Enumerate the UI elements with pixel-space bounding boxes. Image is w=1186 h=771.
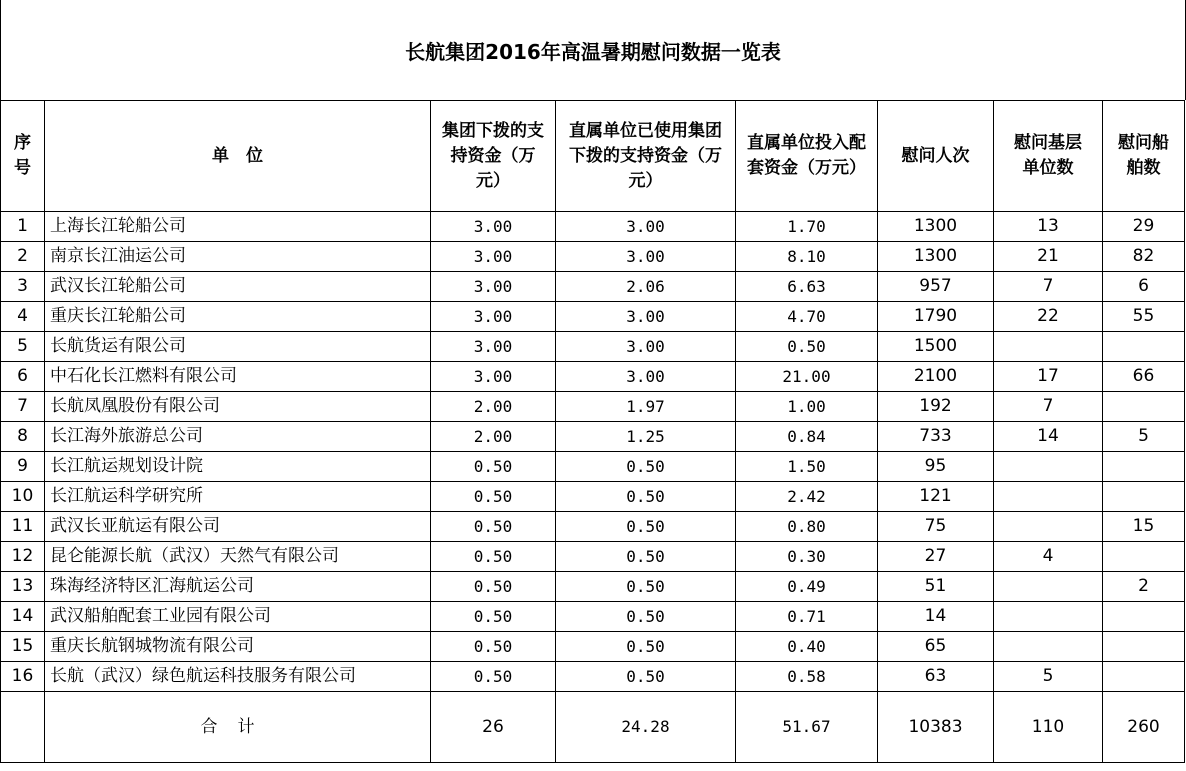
table-row [1,602,1185,632]
row-used-fund: 3.00 [556,302,736,332]
row-group-fund: 0.50 [431,632,556,662]
row-visits: 51 [878,572,994,602]
row-seq: 8 [1,422,45,452]
header-group-fund: 集团下拨的支持资金（万元） [431,101,556,212]
row-seq: 13 [1,572,45,602]
row-used-fund: 3.00 [556,212,736,242]
row-grassroots [994,632,1103,662]
row-matching-fund: 4.70 [736,302,878,332]
row-ships [1103,542,1185,572]
row-grassroots: 4 [994,542,1103,572]
row-grassroots: 5 [994,662,1103,692]
table-row [1,662,1185,692]
row-ships [1103,482,1185,512]
header-row [1,101,1185,212]
row-unit: 昆仑能源长航（武汉）天然气有限公司 [45,542,431,572]
table-row [1,632,1185,662]
row-grassroots: 14 [994,422,1103,452]
row-used-fund: 0.50 [556,632,736,662]
row-matching-fund: 0.40 [736,632,878,662]
row-seq: 16 [1,662,45,692]
row-matching-fund: 0.49 [736,572,878,602]
row-seq: 10 [1,482,45,512]
row-seq: 5 [1,332,45,362]
table-row [1,302,1185,332]
row-matching-fund: 0.84 [736,422,878,452]
row-grassroots: 21 [994,242,1103,272]
row-ships: 5 [1103,422,1185,452]
row-seq: 9 [1,452,45,482]
row-used-fund: 1.25 [556,422,736,452]
row-matching-fund: 1.00 [736,392,878,422]
row-unit: 上海长江轮船公司 [45,212,431,242]
row-unit: 重庆长航钢城物流有限公司 [45,632,431,662]
row-matching-fund: 1.70 [736,212,878,242]
row-group-fund: 3.00 [431,242,556,272]
table-row [1,392,1185,422]
row-grassroots: 22 [994,302,1103,332]
row-visits: 1300 [878,212,994,242]
row-group-fund: 3.00 [431,272,556,302]
row-matching-fund: 2.42 [736,482,878,512]
row-unit: 长航凤凰股份有限公司 [45,392,431,422]
table-row [1,332,1185,362]
row-matching-fund: 1.50 [736,452,878,482]
row-grassroots: 17 [994,362,1103,392]
table-row [1,572,1185,602]
table-row [1,272,1185,302]
table-row [1,212,1185,242]
row-used-fund: 0.50 [556,662,736,692]
header-grassroots: 慰问基层单位数 [994,101,1103,212]
row-group-fund: 2.00 [431,392,556,422]
total-seq-cell [1,692,45,763]
row-visits: 733 [878,422,994,452]
row-grassroots: 7 [994,392,1103,422]
row-unit: 重庆长江轮船公司 [45,302,431,332]
row-seq: 12 [1,542,45,572]
row-ships [1103,452,1185,482]
row-visits: 1790 [878,302,994,332]
row-used-fund: 3.00 [556,362,736,392]
row-visits: 1300 [878,242,994,272]
row-visits: 75 [878,512,994,542]
row-grassroots [994,512,1103,542]
total-ships: 260 [1103,692,1185,763]
row-seq: 4 [1,302,45,332]
table-row [1,482,1185,512]
row-unit: 长江海外旅游总公司 [45,422,431,452]
row-visits: 1500 [878,332,994,362]
row-matching-fund: 0.71 [736,602,878,632]
row-grassroots: 13 [994,212,1103,242]
row-ships [1103,332,1185,362]
row-matching-fund: 0.80 [736,512,878,542]
row-visits: 63 [878,662,994,692]
row-seq: 1 [1,212,45,242]
row-ships [1103,662,1185,692]
row-group-fund: 0.50 [431,452,556,482]
row-matching-fund: 0.50 [736,332,878,362]
row-visits: 2100 [878,362,994,392]
row-group-fund: 0.50 [431,482,556,512]
row-used-fund: 0.50 [556,542,736,572]
row-group-fund: 0.50 [431,512,556,542]
row-unit: 南京长江油运公司 [45,242,431,272]
row-grassroots: 7 [994,272,1103,302]
row-visits: 95 [878,452,994,482]
table-row [1,362,1185,392]
row-used-fund: 0.50 [556,572,736,602]
table-row [1,542,1185,572]
row-unit: 武汉船舶配套工业园有限公司 [45,602,431,632]
row-ships: 66 [1103,362,1185,392]
row-ships [1103,602,1185,632]
total-row [1,692,1185,763]
row-visits: 121 [878,482,994,512]
total-grassroots: 110 [994,692,1103,763]
condolence-data-table [0,100,1185,763]
table-row [1,452,1185,482]
row-seq: 6 [1,362,45,392]
header-unit: 单 位 [45,101,431,212]
row-group-fund: 0.50 [431,572,556,602]
header-used-fund: 直属单位已使用集团下拨的支持资金（万元） [556,101,736,212]
row-used-fund: 0.50 [556,512,736,542]
header-matching-fund: 直属单位投入配套资金（万元） [736,101,878,212]
row-unit: 长江航运科学研究所 [45,482,431,512]
row-group-fund: 0.50 [431,542,556,572]
total-visits: 10383 [878,692,994,763]
row-matching-fund: 6.63 [736,272,878,302]
row-used-fund: 0.50 [556,452,736,482]
header-visits: 慰问人次 [878,101,994,212]
row-group-fund: 3.00 [431,362,556,392]
row-used-fund: 1.97 [556,392,736,422]
row-matching-fund: 8.10 [736,242,878,272]
row-unit: 长江航运规划设计院 [45,452,431,482]
table-title: 长航集团2016年高温暑期慰问数据一览表 [0,0,1186,100]
row-matching-fund: 0.30 [736,542,878,572]
row-visits: 192 [878,392,994,422]
row-seq: 2 [1,242,45,272]
row-unit: 武汉长江轮船公司 [45,272,431,302]
row-group-fund: 0.50 [431,662,556,692]
row-ships [1103,632,1185,662]
total-group-fund: 26 [431,692,556,763]
row-used-fund: 0.50 [556,602,736,632]
row-visits: 27 [878,542,994,572]
row-seq: 15 [1,632,45,662]
row-seq: 14 [1,602,45,632]
row-seq: 3 [1,272,45,302]
row-matching-fund: 21.00 [736,362,878,392]
row-visits: 14 [878,602,994,632]
table-body [1,212,1185,692]
row-ships: 15 [1103,512,1185,542]
row-used-fund: 3.00 [556,242,736,272]
table-row [1,512,1185,542]
row-unit: 珠海经济特区汇海航运公司 [45,572,431,602]
row-ships: 2 [1103,572,1185,602]
row-grassroots [994,602,1103,632]
row-unit: 长航货运有限公司 [45,332,431,362]
total-label: 合计 [45,692,431,763]
row-ships: 55 [1103,302,1185,332]
row-group-fund: 3.00 [431,332,556,362]
row-used-fund: 3.00 [556,332,736,362]
total-used-fund: 24.28 [556,692,736,763]
row-unit: 长航（武汉）绿色航运科技服务有限公司 [45,662,431,692]
row-seq: 11 [1,512,45,542]
total-matching-fund: 51.67 [736,692,878,763]
header-seq: 序号 [1,101,45,212]
row-grassroots [994,572,1103,602]
row-ships: 29 [1103,212,1185,242]
row-visits: 957 [878,272,994,302]
row-grassroots [994,452,1103,482]
row-grassroots [994,482,1103,512]
row-group-fund: 0.50 [431,602,556,632]
row-ships: 82 [1103,242,1185,272]
row-group-fund: 3.00 [431,302,556,332]
row-visits: 65 [878,632,994,662]
row-ships [1103,392,1185,422]
row-used-fund: 2.06 [556,272,736,302]
row-seq: 7 [1,392,45,422]
row-used-fund: 0.50 [556,482,736,512]
row-group-fund: 2.00 [431,422,556,452]
row-grassroots [994,332,1103,362]
row-group-fund: 3.00 [431,212,556,242]
row-matching-fund: 0.58 [736,662,878,692]
row-ships: 6 [1103,272,1185,302]
row-unit: 武汉长亚航运有限公司 [45,512,431,542]
table-row [1,422,1185,452]
header-ships: 慰问船舶数 [1103,101,1185,212]
table-row [1,242,1185,272]
row-unit: 中石化长江燃料有限公司 [45,362,431,392]
